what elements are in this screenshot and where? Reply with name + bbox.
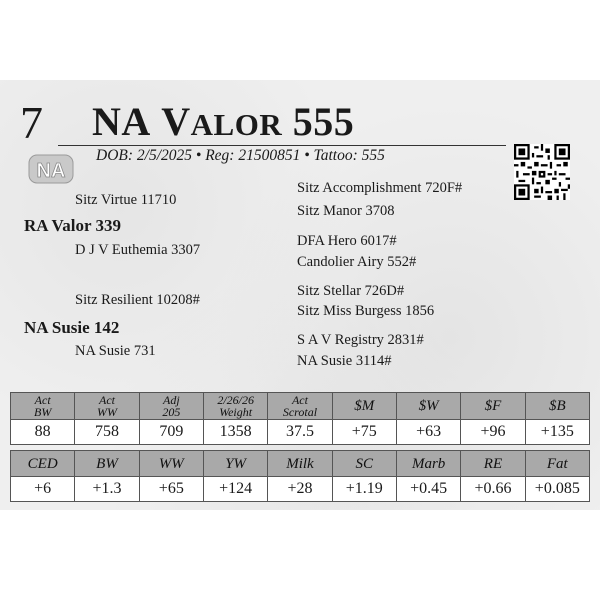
- pedigree-dam-dam-sire: S A V Registry 2831#: [297, 332, 424, 348]
- animal-info: [96, 147, 385, 165]
- epd-value-row: [11, 477, 590, 502]
- performance-header-row: [11, 393, 590, 420]
- pedigree-sire-sire: Sitz Virtue 11710: [75, 192, 177, 208]
- performance-header-cell: Act Scrotal: [268, 393, 332, 420]
- pedigree-dam: NA Susie 142: [24, 318, 120, 337]
- pedigree-sire-sire-sire: Sitz Accomplishment 720F#: [297, 180, 463, 196]
- na-logo: [28, 153, 74, 185]
- performance-value-cell: +135: [525, 420, 589, 445]
- name-second-initial: V: [161, 99, 191, 144]
- epd-value-cell: +124: [203, 477, 267, 502]
- performance-value-cell: 88: [11, 420, 75, 445]
- performance-value-row: [11, 420, 590, 445]
- pedigree-sire-dam-sire: DFA Hero 6017#: [297, 233, 397, 249]
- epd-header-cell: Fat: [525, 451, 589, 477]
- epd-header-cell: RE: [461, 451, 525, 477]
- performance-value-cell: +75: [332, 420, 396, 445]
- pedigree-dam-dam: NA Susie 731: [75, 343, 156, 359]
- performance-value-cell: 37.5: [268, 420, 332, 445]
- epd-header-cell: YW: [203, 451, 267, 477]
- epd-header-cell: SC: [332, 451, 396, 477]
- performance-header-cell: $M: [332, 393, 396, 420]
- performance-value-cell: 758: [75, 420, 139, 445]
- pedigree-sire-dam-dam: Candolier Airy 552#: [297, 254, 417, 270]
- dob-text: DOB: 2/5/2025: [96, 147, 193, 164]
- animal-name: [92, 100, 354, 147]
- qr-code[interactable]: [514, 144, 570, 200]
- performance-value-cell: 1358: [203, 420, 267, 445]
- pedigree-dam-dam-dam: NA Susie 3114#: [297, 353, 392, 369]
- epd-header-cell: Marb: [396, 451, 460, 477]
- epd-value-cell: +0.45: [396, 477, 460, 502]
- epd-value-cell: +1.3: [75, 477, 139, 502]
- performance-header-cell: Act WW: [75, 393, 139, 420]
- performance-value-cell: +63: [396, 420, 460, 445]
- info-separator: •: [195, 147, 202, 164]
- lot-number: 7: [20, 97, 43, 148]
- epd-header-cell: WW: [139, 451, 203, 477]
- performance-value-cell: 709: [139, 420, 203, 445]
- performance-header-cell: Adj 205: [139, 393, 203, 420]
- epd-header-cell: CED: [11, 451, 75, 477]
- pedigree-dam-sire-sire: Sitz Stellar 726D#: [297, 283, 405, 299]
- name-second-rest: ALOR: [190, 107, 283, 142]
- pedigree-sire-sire-dam: Sitz Manor 3708: [297, 203, 395, 219]
- performance-header-cell: $F: [461, 393, 525, 420]
- info-separator: •: [304, 147, 310, 164]
- performance-header-cell: Act BW: [11, 393, 75, 420]
- name-number: 555: [292, 99, 355, 144]
- epd-value-cell: +0.66: [461, 477, 525, 502]
- title-underline: [58, 145, 506, 146]
- epd-header-cell: Milk: [268, 451, 332, 477]
- performance-header-cell: $W: [396, 393, 460, 420]
- epd-value-cell: +6: [11, 477, 75, 502]
- epd-value-cell: +65: [139, 477, 203, 502]
- pedigree-dam-sire-dam: Sitz Miss Burgess 1856: [297, 303, 435, 319]
- pedigree-sire-dam: D J V Euthemia 3307: [75, 242, 201, 258]
- performance-header-cell: $B: [525, 393, 589, 420]
- performance-value-cell: +96: [461, 420, 525, 445]
- pedigree-dam-sire: Sitz Resilient 10208#: [75, 292, 200, 308]
- epd-value-cell: +1.19: [332, 477, 396, 502]
- epd-value-cell: +0.085: [525, 477, 589, 502]
- name-first: NA: [92, 99, 151, 144]
- epd-table: [10, 450, 590, 502]
- pedigree-sire: RA Valor 339: [24, 216, 121, 235]
- reg-text: Reg: 21500851: [205, 147, 301, 164]
- performance-header-cell: 2/26/26 Weight: [203, 393, 267, 420]
- epd-header-row: [11, 451, 590, 477]
- logo-text: NA: [36, 160, 66, 182]
- epd-header-cell: BW: [75, 451, 139, 477]
- epd-value-cell: +28: [268, 477, 332, 502]
- tattoo-text: Tattoo: 555: [313, 147, 385, 164]
- performance-table: [10, 392, 590, 445]
